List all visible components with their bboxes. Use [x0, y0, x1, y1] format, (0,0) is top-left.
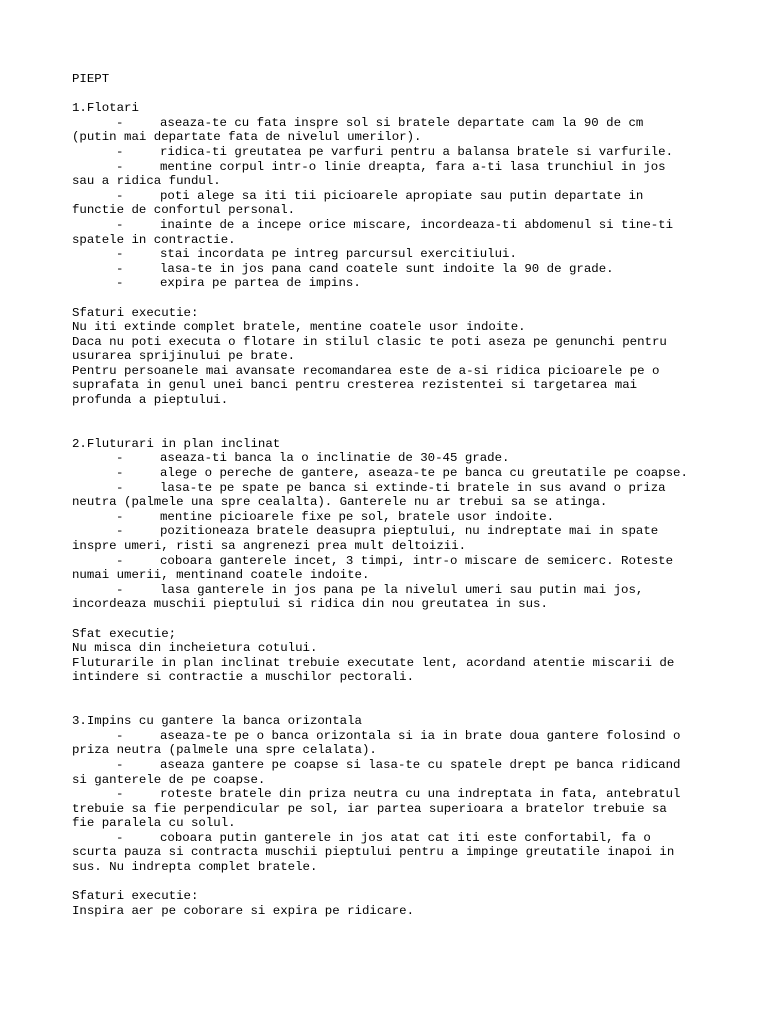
bullet-dash: - [116, 728, 124, 743]
bullet-text: pozitioneaza bratele deasupra pieptului, nu indreptate mai in spate [160, 524, 659, 539]
bullet-dash: - [116, 509, 124, 524]
bullet-continuation: scurta pauza si contracta muschii pieptului pentru a impinge greutatile inapoi in [72, 845, 675, 860]
bullet-dash: - [116, 757, 124, 772]
bullet-item [72, 189, 702, 204]
bullet-item [72, 787, 702, 802]
bullet-item [72, 831, 702, 846]
bullet-text: mentine corpul intr-o linie dreapta, fara a-ti lasa trunchiul in jos [160, 159, 666, 174]
bullet-item [72, 262, 702, 277]
bullet-text: aseaza-te pe o banca orizontala si ia in brate doua gantere folosind o [160, 728, 681, 743]
bullet-continuation: fie paralela cu solul. [72, 816, 236, 831]
bullet-dash: - [116, 466, 124, 481]
bullet-dash: - [116, 582, 124, 597]
sections-container [72, 101, 702, 918]
bullet-item [72, 145, 702, 160]
tips-heading: Sfat executie; [72, 626, 177, 641]
bullet-text: coboara putin ganterele in jos atat cat iti este confortabil, fa o [160, 830, 651, 845]
bullet-dash: - [116, 276, 124, 291]
bullet-item [72, 583, 702, 598]
bullet-continuation: numai umerii, mentinand coatele indoite. [72, 568, 370, 583]
bullet-text: lasa ganterele in jos pana pe la nivelul umeri sau putin mai jos, [160, 582, 644, 597]
bullet-text: alege o pereche de gantere, aseaza-te pe banca cu greutatile pe coapse. [160, 466, 688, 481]
bullet-item [72, 160, 702, 175]
bullet-continuation: (putin mai departate fata de nivelul umerilor). [72, 130, 422, 145]
bullet-dash: - [116, 217, 124, 232]
bullet-dash: - [116, 553, 124, 568]
bullet-dash: - [116, 247, 124, 262]
bullet-text: lasa-te pe spate pe banca si extinde-ti bratele in sus avand o priza [160, 480, 666, 495]
bullet-continuation: neutra (palmele una spre cealalta). Ganterele nu ar trebui sa se atinga. [72, 495, 608, 510]
bullet-item [72, 247, 702, 262]
bullet-continuation: functie de confortul personal. [72, 203, 296, 218]
tip-line: intindere si contractie a muschilor pectorali. [72, 670, 415, 685]
bullet-continuation: spatele in contractie. [72, 232, 236, 247]
tip-line: profunda a pieptului. [72, 393, 229, 408]
bullet-item [72, 218, 702, 233]
bullet-text: aseaza-ti banca la o inclinatie de 30-45 grade. [160, 451, 510, 466]
tip-line: Nu misca din incheietura cotului. [72, 641, 318, 656]
document-page [72, 72, 702, 918]
bullet-text: ridica-ti greutatea pe varfuri pentru a balansa bratele si varfurile. [160, 144, 674, 159]
bullet-dash: - [116, 115, 124, 130]
tip-line: suprafata in genul unei banci pentru cresterea rezistentei si targetarea mai [72, 378, 638, 393]
bullet-item [72, 554, 702, 569]
bullet-text: coboara ganterele incet, 3 timpi, intr-o miscare de semicerc. Roteste [160, 553, 674, 568]
bullet-dash: - [116, 261, 124, 276]
bullet-text: expira pe partea de impins. [160, 276, 361, 291]
bullet-text: aseaza-te cu fata inspre sol si bratele departate cam la 90 de cm [160, 115, 644, 130]
tip-line: Daca nu poti executa o flotare in stilul clasic te poti aseza pe genunchi pentru [72, 334, 667, 349]
bullet-dash: - [116, 451, 124, 466]
bullet-item [72, 729, 702, 744]
bullet-dash: - [116, 144, 124, 159]
tip-line: Inspira aer pe coborare si expira pe ridicare. [72, 903, 415, 918]
bullet-dash: - [116, 159, 124, 174]
section-heading: 3.Impins cu gantere la banca orizontala [72, 714, 362, 729]
tip-line: Pentru persoanele mai avansate recomandarea este de a-si ridica picioarele pe o [72, 363, 660, 378]
bullet-continuation: incordeaza muschii pieptului si ridica din nou greutatea in sus. [72, 597, 548, 612]
bullet-item [72, 451, 702, 466]
section-heading: 2.Fluturari in plan inclinat [72, 436, 281, 451]
bullet-dash: - [116, 188, 124, 203]
tip-line: usurarea sprijinului pe brate. [72, 349, 296, 364]
bullet-text: roteste bratele din priza neutra cu una indreptata in fata, antebratul [160, 787, 681, 802]
bullet-text: lasa-te in jos pana cand coatele sunt indoite la 90 de grade. [160, 261, 614, 276]
bullet-text: poti alege sa iti tii picioarele apropiate sau putin departate in [160, 188, 644, 203]
bullet-dash: - [116, 480, 124, 495]
tips-heading: Sfaturi executie: [72, 305, 199, 320]
bullet-continuation: priza neutra (palmele una spre celalata). [72, 743, 377, 758]
bullet-continuation: trebuie sa fie perpendicular pe sol, iar partea superioara a bratelor trebuie sa [72, 801, 667, 816]
bullet-continuation: si ganterele de pe coapse. [72, 772, 266, 787]
bullet-item [72, 466, 702, 481]
bullet-item [72, 758, 702, 773]
bullet-continuation: inspre umeri, risti sa angrenezi prea mult deltoizii. [72, 539, 467, 553]
bullet-text: aseaza gantere pe coapse si lasa-te cu spatele drept pe banca ridicand [160, 757, 681, 772]
bullet-continuation: sus. Nu indrepta complet bratele. [72, 860, 318, 875]
bullet-continuation: sau a ridica fundul. [72, 174, 221, 189]
bullet-item [72, 276, 702, 291]
bullet-item [72, 116, 702, 131]
bullet-dash: - [116, 787, 124, 802]
bullet-text: mentine picioarele fixe pe sol, bratele usor indoite. [160, 509, 555, 524]
bullet-item [72, 481, 702, 496]
bullet-text: stai incordata pe intreg parcursul exercitiului. [160, 247, 517, 262]
bullet-item [72, 524, 702, 539]
bullet-dash: - [116, 830, 124, 845]
document-title: PIEPT [72, 72, 110, 86]
bullet-text: inainte de a incepe orice miscare, incordeaza-ti abdomenul si tine-ti [160, 217, 674, 232]
tips-heading: Sfaturi executie: [72, 889, 199, 904]
bullet-dash: - [116, 524, 124, 539]
tip-line: Nu iti extinde complet bratele, mentine coatele usor indoite. [72, 320, 526, 335]
tip-line: Fluturarile in plan inclinat trebuie executate lent, acordand atentie miscarii de [72, 655, 675, 670]
section-heading: 1.Flotari [72, 101, 139, 116]
bullet-item [72, 510, 702, 525]
